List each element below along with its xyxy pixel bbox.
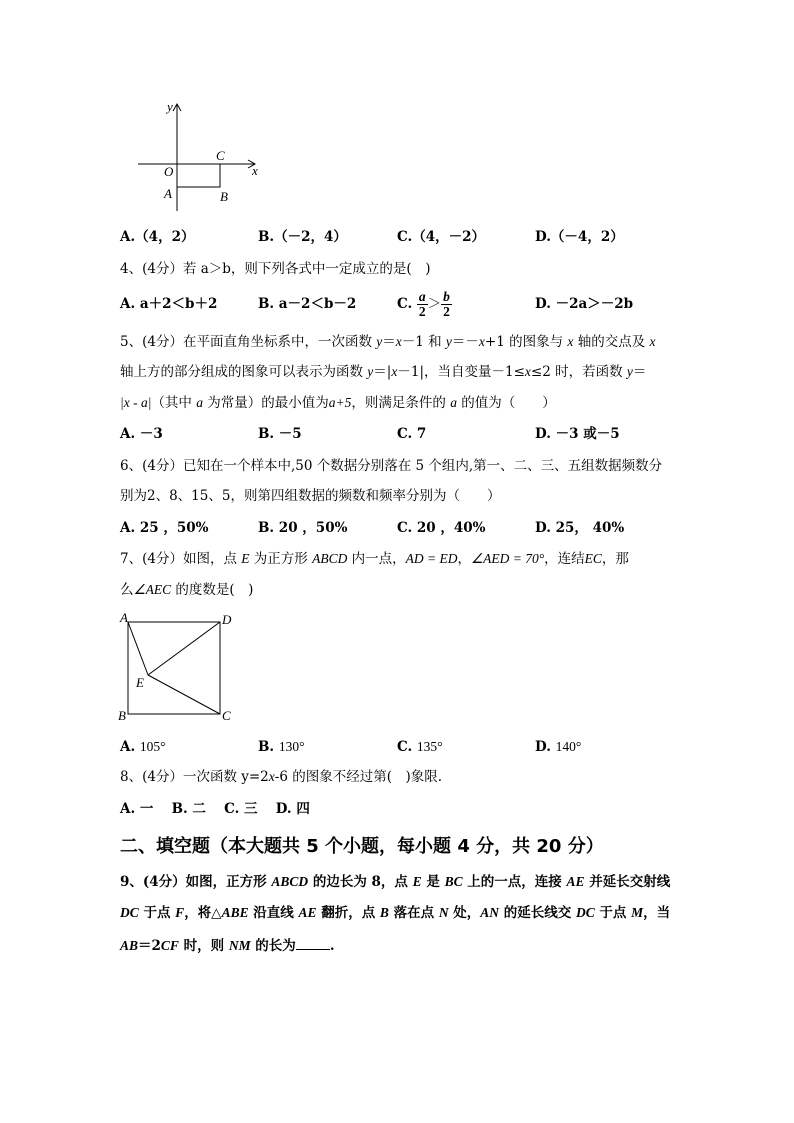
label-y: y	[167, 99, 173, 114]
q4-option-d: D. －2a＞－2b	[535, 296, 634, 312]
q8-options: A. 一 B. 二 C. 三 D. 四	[120, 801, 310, 817]
label-b: B	[220, 189, 228, 204]
q7-option-d: D. 140°	[535, 739, 582, 755]
q4-option-a: A. a＋2＜b＋2	[120, 296, 218, 312]
segment-ae	[128, 622, 148, 675]
q5-line-1: 5、(4分）在平面直角坐标系中，一次函数 y＝x－1 和 y＝－x+1 的图象与 x 轴的交点及 x	[120, 334, 656, 350]
answer-blank[interactable]	[296, 937, 330, 950]
q4-option-b: B. a－2＜b－2	[258, 296, 357, 312]
q7-square-figure	[112, 608, 242, 728]
label-o: O	[164, 164, 174, 179]
q7-option-b: B. 130°	[258, 739, 305, 755]
label-e: E	[136, 675, 144, 690]
q6-option-d: D. 25， 40%	[535, 520, 625, 536]
q5-option-d: D. －3 或－5	[535, 426, 620, 442]
q7-option-c: C. 135°	[397, 739, 443, 755]
q6-option-c: C. 20 ，40%	[397, 520, 486, 536]
label-b: B	[118, 708, 126, 723]
q4-stem: 4、(4分）若 a＞b，则下列各式中一定成立的是( )	[120, 261, 431, 277]
q4-option-c: C. $\frac{a}{2}$ ＞ $\frac{b}{2}$	[397, 289, 450, 319]
q5-option-b: B. －5	[258, 426, 302, 442]
q5-option-a: A. －3	[120, 426, 163, 442]
rectangle-oabc	[177, 164, 220, 187]
label-a: A	[164, 186, 172, 201]
label-a: A	[120, 610, 128, 625]
q7-line-2: 么∠AEC 的度数是( )	[120, 582, 254, 598]
q6-line-2: 别为2、8、15、5，则第四组数据的频数和频率分别为（ ）	[120, 488, 501, 504]
fraction-a-over-2: $\frac{a}{2}$	[418, 289, 426, 319]
label-c: C	[222, 708, 231, 723]
q9-line-2: DC 于点 F，将△ABE 沿直线 AE 翻折，点 B 落在点 N 处，AN 的延长线交 DC 于点 M，当	[120, 905, 671, 921]
q3-option-d: D.（－4，2）	[535, 229, 624, 245]
q3-option-b: B.（－2，4）	[258, 229, 347, 245]
q6-option-b: B. 20 ，50%	[258, 520, 348, 536]
q9-line-1: 9、(4分）如图，正方形 ABCD 的边长为 8，点 E 是 BC 上的一点，连接 AE 并延长交射线	[120, 874, 671, 890]
label-c: C	[216, 148, 225, 163]
q3-option-c: C.（4，－2）	[397, 229, 485, 245]
q6-line-1: 6、(4分）已知在一个样本中,50 个数据分别落在 5 个组内,第一、二、三、五组数据频数分	[120, 458, 663, 474]
label-x: x	[252, 163, 258, 178]
q8-stem: 8、(4分）一次函数 y=2x-6 的图象不经过第( )象限.	[120, 769, 443, 785]
q3-option-a: A.（4，2）	[120, 229, 195, 245]
q3-coordinate-figure	[130, 98, 270, 213]
q9-line-3: AB＝2CF 时，则 NM 的长为 .	[120, 938, 335, 954]
label-d: D	[222, 612, 232, 627]
q6-option-a: A. 25 ，50%	[120, 520, 209, 536]
section-2-title: 二、填空题（本大题共 5 个小题，每小题 4 分，共 20 分）	[120, 836, 604, 857]
fraction-b-over-2: $\frac{b}{2}$	[443, 289, 450, 319]
q5-line-3: |x - a|（其中 a 为常量）的最小值为a+5，则满足条件的 a 的值为（ ）	[120, 395, 556, 411]
segment-ed	[148, 622, 220, 675]
q7-line-1: 7、(4分）如图，点 E 为正方形 ABCD 内一点，AD = ED，∠AED = 70°，连结EC，那	[120, 551, 629, 567]
q5-option-c: C. 7	[397, 426, 427, 442]
q7-option-a: A. 105°	[120, 739, 166, 755]
segment-ec	[148, 675, 220, 714]
q5-line-2: 轴上方的部分组成的图象可以表示为函数 y＝|x－1|，当自变量－1≤x≤2 时，若函数 y＝	[120, 364, 647, 380]
square-abcd	[128, 622, 220, 714]
